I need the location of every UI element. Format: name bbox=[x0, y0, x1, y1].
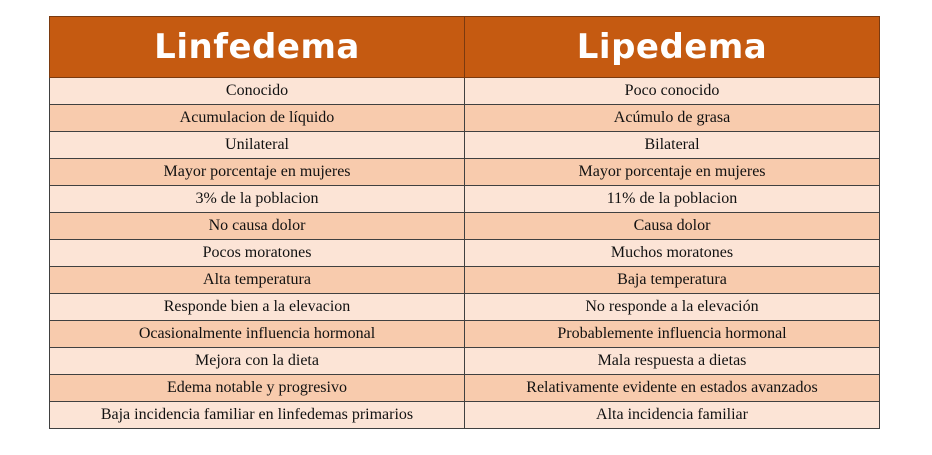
table-row bbox=[50, 267, 880, 294]
table-row bbox=[50, 213, 880, 240]
cell-lipedema: Mayor porcentaje en mujeres bbox=[465, 159, 880, 186]
cell-linfedema: Responde bien a la elevacion bbox=[50, 294, 465, 321]
cell-lipedema: Baja temperatura bbox=[465, 267, 880, 294]
cell-lipedema: Mala respuesta a dietas bbox=[465, 348, 880, 375]
table-row bbox=[50, 159, 880, 186]
cell-linfedema: Acumulacion de líquido bbox=[50, 105, 465, 132]
table-row bbox=[50, 375, 880, 402]
cell-linfedema: Mejora con la dieta bbox=[50, 348, 465, 375]
table-row bbox=[50, 78, 880, 105]
table-body bbox=[50, 78, 880, 429]
cell-lipedema: Probablemente influencia hormonal bbox=[465, 321, 880, 348]
header-row bbox=[50, 17, 880, 78]
comparison-table bbox=[49, 16, 880, 429]
cell-linfedema: Edema notable y progresivo bbox=[50, 375, 465, 402]
cell-linfedema: No causa dolor bbox=[50, 213, 465, 240]
table-row bbox=[50, 240, 880, 267]
cell-linfedema: Alta temperatura bbox=[50, 267, 465, 294]
cell-lipedema: Muchos moratones bbox=[465, 240, 880, 267]
cell-linfedema: 3% de la poblacion bbox=[50, 186, 465, 213]
table-row bbox=[50, 321, 880, 348]
cell-lipedema: Acúmulo de grasa bbox=[465, 105, 880, 132]
cell-lipedema: No responde a la elevación bbox=[465, 294, 880, 321]
cell-lipedema: Bilateral bbox=[465, 132, 880, 159]
cell-linfedema: Unilateral bbox=[50, 132, 465, 159]
header-linfedema: Linfedema bbox=[50, 17, 465, 78]
table-row bbox=[50, 105, 880, 132]
table-row bbox=[50, 348, 880, 375]
cell-lipedema: Alta incidencia familiar bbox=[465, 402, 880, 429]
table-header bbox=[50, 17, 880, 78]
cell-lipedema: 11% de la poblacion bbox=[465, 186, 880, 213]
header-lipedema: Lipedema bbox=[465, 17, 880, 78]
table-row bbox=[50, 294, 880, 321]
table-row bbox=[50, 186, 880, 213]
cell-linfedema: Pocos moratones bbox=[50, 240, 465, 267]
cell-linfedema: Conocido bbox=[50, 78, 465, 105]
cell-linfedema: Mayor porcentaje en mujeres bbox=[50, 159, 465, 186]
cell-linfedema: Ocasionalmente influencia hormonal bbox=[50, 321, 465, 348]
cell-lipedema: Causa dolor bbox=[465, 213, 880, 240]
cell-lipedema: Poco conocido bbox=[465, 78, 880, 105]
table-row bbox=[50, 402, 880, 429]
cell-lipedema: Relativamente evidente en estados avanzados bbox=[465, 375, 880, 402]
table-row bbox=[50, 132, 880, 159]
cell-linfedema: Baja incidencia familiar en linfedemas primarios bbox=[50, 402, 465, 429]
